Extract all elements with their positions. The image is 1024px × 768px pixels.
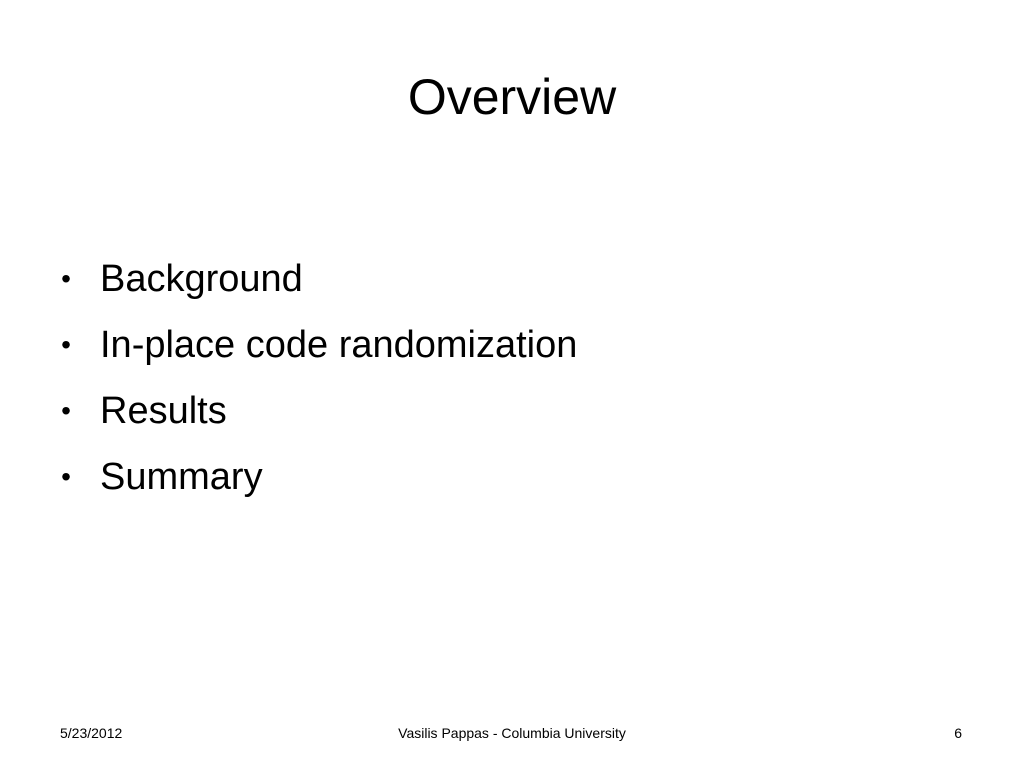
- slide-title: Overview: [407, 69, 617, 125]
- slide-number: 6: [954, 725, 962, 741]
- bullet-marker: •: [61, 329, 71, 360]
- bullet-text: Results: [100, 390, 227, 432]
- footer-date: 5/23/2012: [60, 725, 123, 741]
- bullet-marker: •: [61, 461, 71, 492]
- bullet-marker: •: [61, 395, 71, 426]
- bullet-text: Summary: [100, 456, 263, 498]
- footer-author: Vasilis Pappas - Columbia University: [398, 725, 626, 741]
- bullet-marker: •: [61, 263, 71, 294]
- bullet-text: Background: [100, 258, 303, 300]
- bullet-text: In-place code randomization: [100, 324, 578, 366]
